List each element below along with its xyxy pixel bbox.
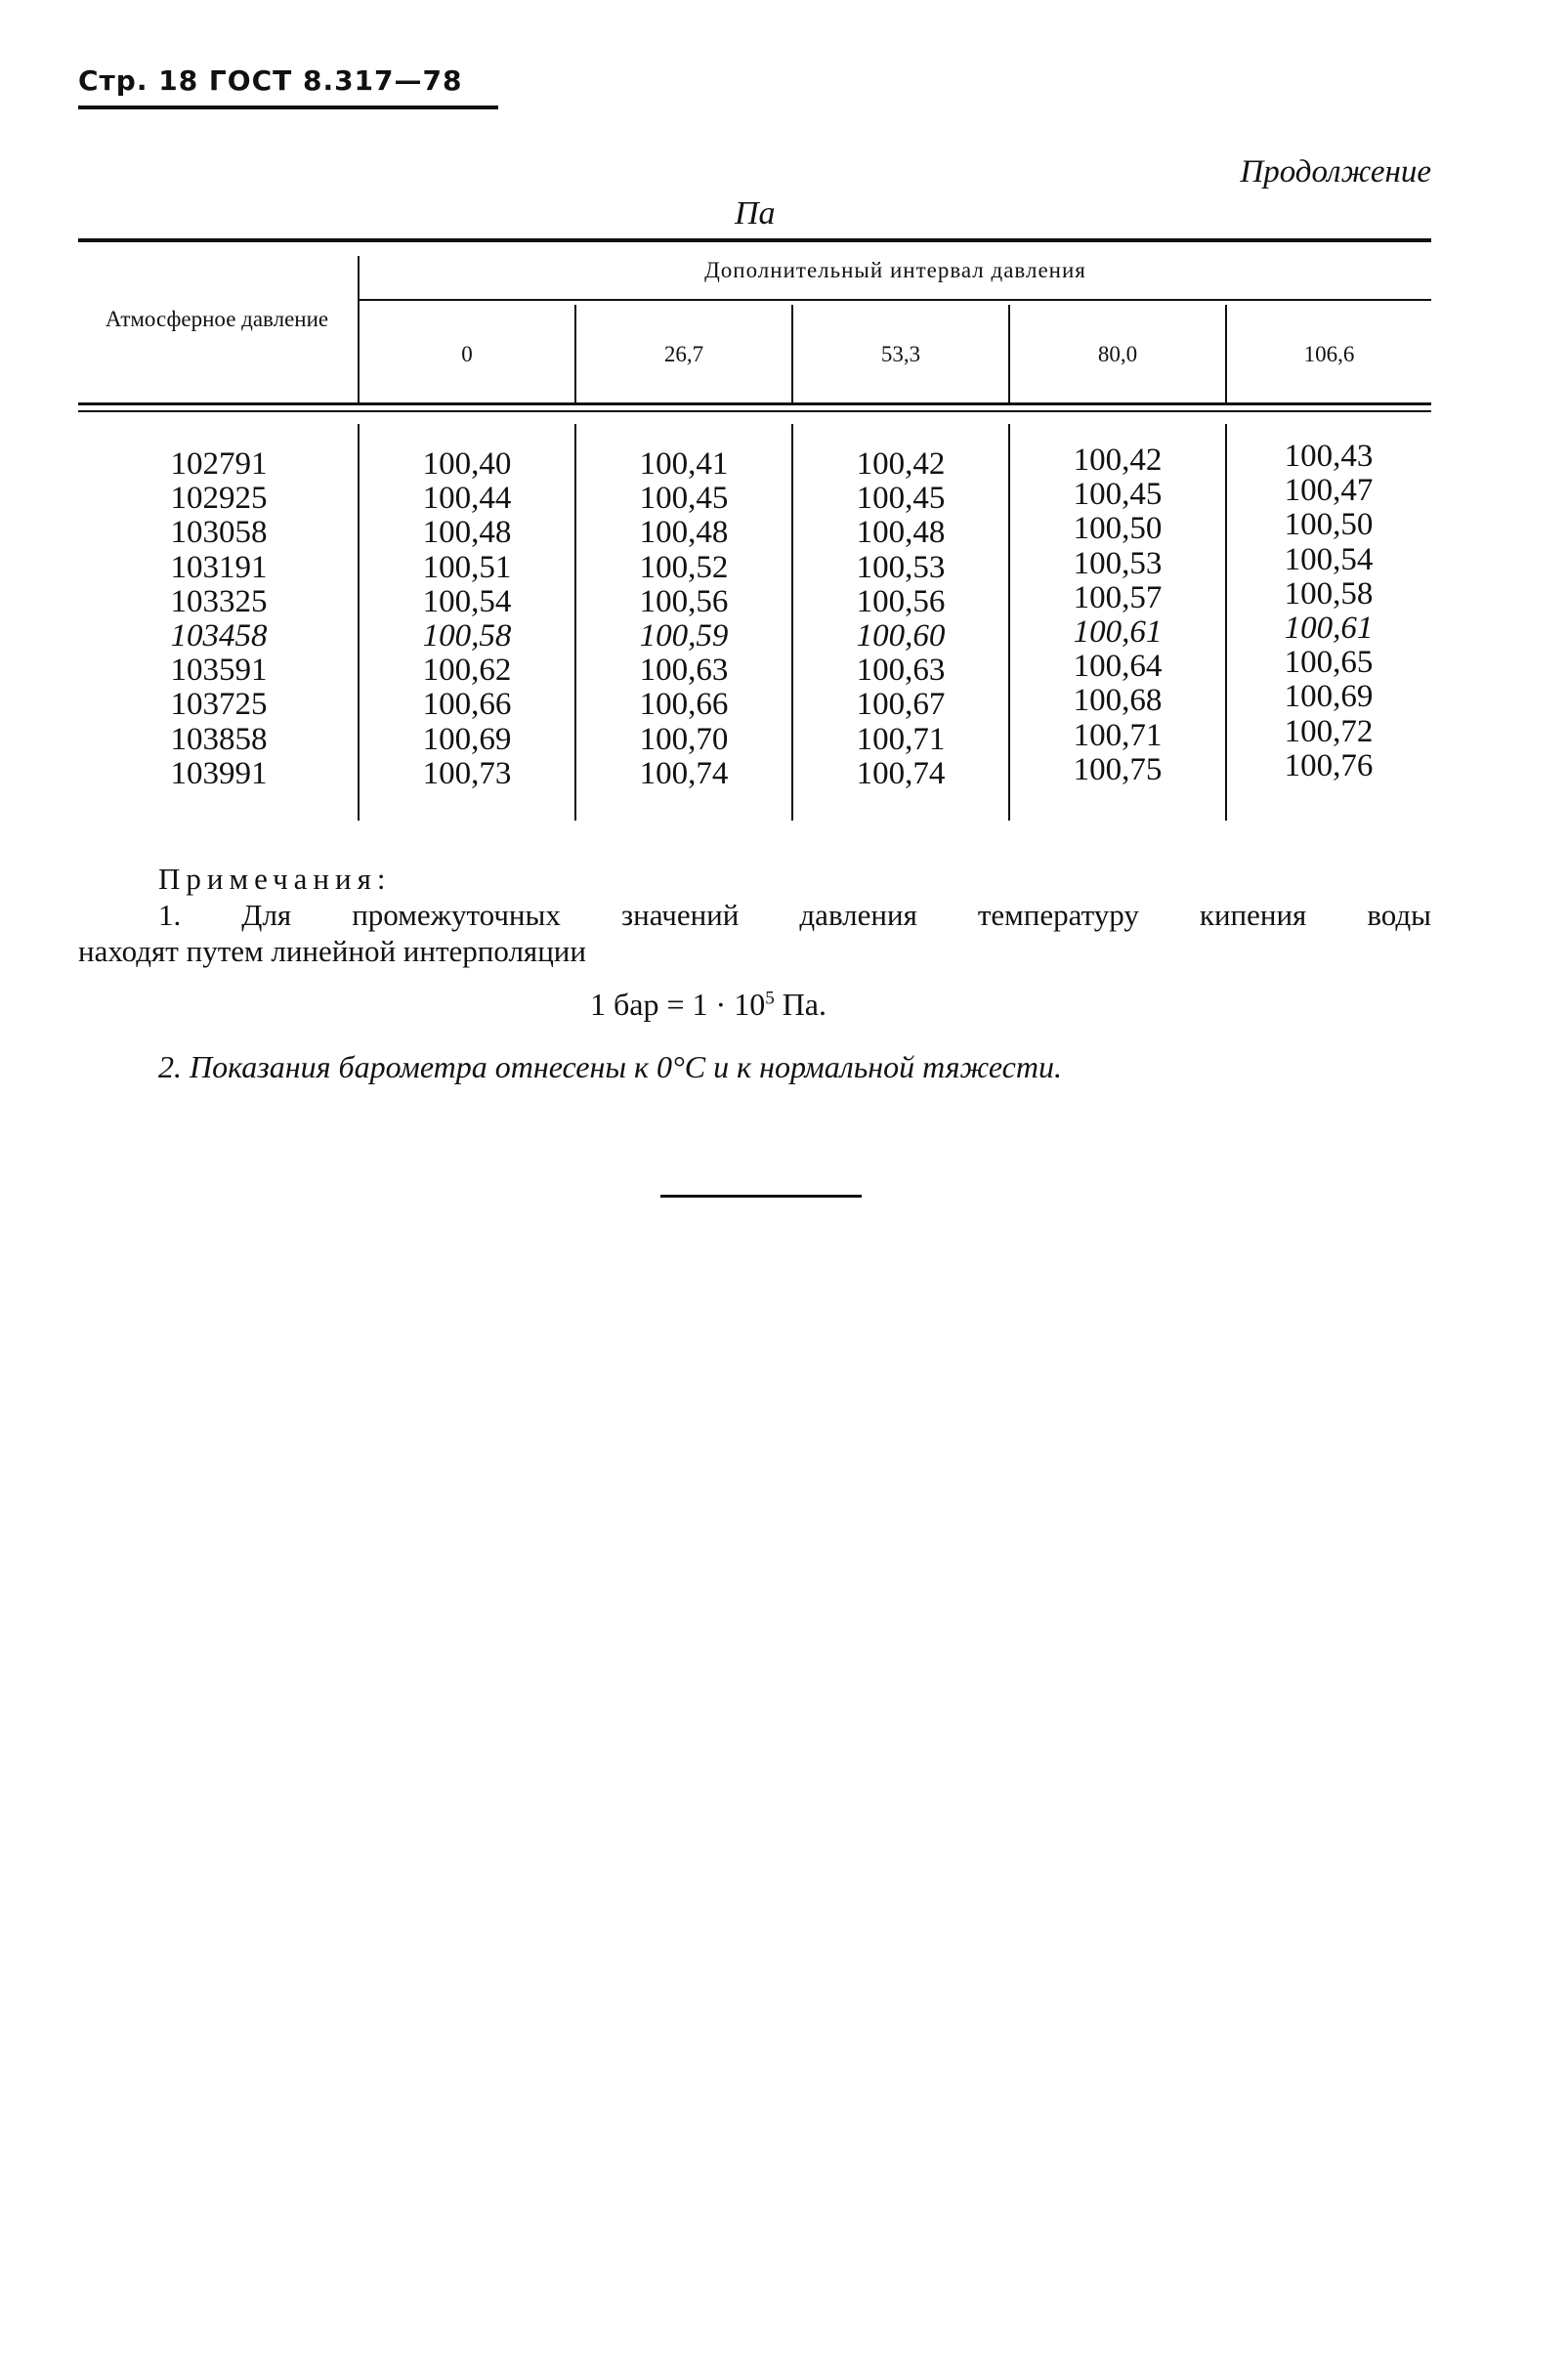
table-top-rule	[78, 238, 1431, 242]
continuation-label: Продолжение	[1240, 154, 1431, 190]
table-cell: 100,43	[1284, 439, 1374, 474]
column-header-0: 0	[461, 342, 473, 366]
table-cell: 100,61	[1073, 614, 1163, 651]
value-column-1	[606, 447, 762, 791]
value-column-0	[389, 447, 545, 791]
table-cell: 100,58	[1284, 575, 1374, 612]
column-header-1: 26,7	[663, 342, 704, 366]
note-1-line-2: находят путем линейной интерполяции	[78, 934, 586, 968]
table-cell: 103058	[170, 515, 268, 551]
conversion-formula	[590, 987, 826, 1023]
table-cell: 100,59	[639, 618, 729, 654]
notes-title: Примечания:	[158, 862, 392, 896]
body-divider-5	[1225, 424, 1227, 821]
table-cell: 100,45	[639, 481, 729, 517]
table-cell: 100,62	[422, 653, 512, 689]
note-1-line-1: 1. Для промежуточных значений давления температуру кипения воды	[158, 898, 1431, 932]
table-cell: 100,48	[639, 515, 729, 551]
data-table	[78, 238, 1431, 824]
table-cell: 100,50	[1284, 507, 1374, 543]
page-header-rule	[78, 106, 498, 109]
table-cell: 100,60	[856, 618, 946, 654]
table-cell: 103458	[170, 618, 268, 654]
table-cell: 100,45	[856, 481, 946, 517]
table-cell: 100,57	[1073, 579, 1163, 615]
end-rule	[660, 1195, 862, 1198]
table-cell: 100,69	[1284, 679, 1374, 715]
body-divider-3	[791, 424, 793, 821]
header-bottom-rule-2	[78, 410, 1431, 412]
table-cell: 100,47	[1284, 473, 1374, 509]
page-header: Стр. 18 ГОСТ 8.317—78	[78, 64, 463, 97]
table-cell: 100,44	[422, 481, 512, 517]
table-cell: 100,41	[639, 446, 729, 482]
row-header: Атмосферное давление	[105, 307, 329, 331]
body-divider-4	[1008, 424, 1010, 821]
table-cell: 103591	[170, 653, 268, 689]
table-cell: 102791	[170, 446, 268, 482]
formula-exponent: 5	[765, 988, 775, 1009]
table-cell: 100,48	[422, 515, 512, 551]
table-cell: 100,52	[639, 549, 729, 585]
table-cell: 100,45	[1073, 477, 1163, 513]
table-cell: 100,48	[856, 515, 946, 551]
table-cell: 100,64	[1073, 649, 1163, 685]
table-cell: 100,42	[856, 446, 946, 482]
table-cell: 103725	[170, 687, 268, 723]
table-cell: 100,74	[639, 755, 729, 791]
table-cell: 100,68	[1073, 683, 1163, 719]
table-cell: 100,66	[422, 687, 512, 723]
table-cell: 100,73	[422, 755, 512, 791]
table-cell: 100,71	[856, 721, 946, 757]
header-bottom-rule-1	[78, 402, 1431, 405]
table-cell: 100,40	[422, 446, 512, 482]
table-cell: 100,54	[1284, 541, 1374, 577]
formula-prefix: 1 бар = 1 · 10	[590, 987, 766, 1022]
table-cell: 103991	[170, 755, 268, 791]
pressure-column	[141, 447, 297, 791]
group-header-rule	[360, 299, 1431, 301]
table-cell: 100,72	[1284, 713, 1374, 749]
table-cell: 103858	[170, 721, 268, 757]
column-header-4: 106,6	[1303, 342, 1355, 366]
value-column-4	[1250, 440, 1407, 783]
body-divider-2	[574, 424, 576, 821]
table-cell: 100,65	[1284, 645, 1374, 681]
table-cell: 100,63	[856, 653, 946, 689]
table-cell: 102925	[170, 481, 268, 517]
table-cell: 100,51	[422, 549, 512, 585]
table-cell: 100,71	[1073, 717, 1163, 753]
table-cell: 100,75	[1073, 751, 1163, 787]
note-2: 2. Показания барометра отнесены к 0°С и к нормальной тяжести.	[158, 1049, 1062, 1084]
value-column-3	[1039, 443, 1196, 787]
table-cell: 100,61	[1284, 611, 1374, 647]
note-1	[78, 897, 1431, 969]
table-cell: 100,53	[856, 549, 946, 585]
units-label: Па	[735, 195, 776, 232]
table-cell: 103325	[170, 583, 268, 619]
table-cell: 100,56	[856, 583, 946, 619]
table-cell: 100,50	[1073, 511, 1163, 547]
column-header-3: 80,0	[1097, 342, 1138, 366]
table-cell: 100,69	[422, 721, 512, 757]
table-cell: 100,70	[639, 721, 729, 757]
column-header-2: 53,3	[880, 342, 921, 366]
table-cell: 100,63	[639, 653, 729, 689]
table-cell: 100,56	[639, 583, 729, 619]
table-cell: 103191	[170, 549, 268, 585]
table-cell: 100,76	[1284, 747, 1374, 783]
table-cell: 100,66	[639, 687, 729, 723]
formula-suffix: Па.	[774, 987, 826, 1022]
table-cell: 100,58	[422, 618, 512, 654]
table-cell: 100,42	[1073, 443, 1163, 478]
body-divider-1	[358, 424, 360, 821]
table-cell: 100,54	[422, 583, 512, 619]
table-cell: 100,67	[856, 687, 946, 723]
group-header: Дополнительный интервал давления	[704, 258, 1086, 282]
table-cell: 100,74	[856, 755, 946, 791]
value-column-2	[823, 447, 979, 791]
table-cell: 100,53	[1073, 545, 1163, 581]
